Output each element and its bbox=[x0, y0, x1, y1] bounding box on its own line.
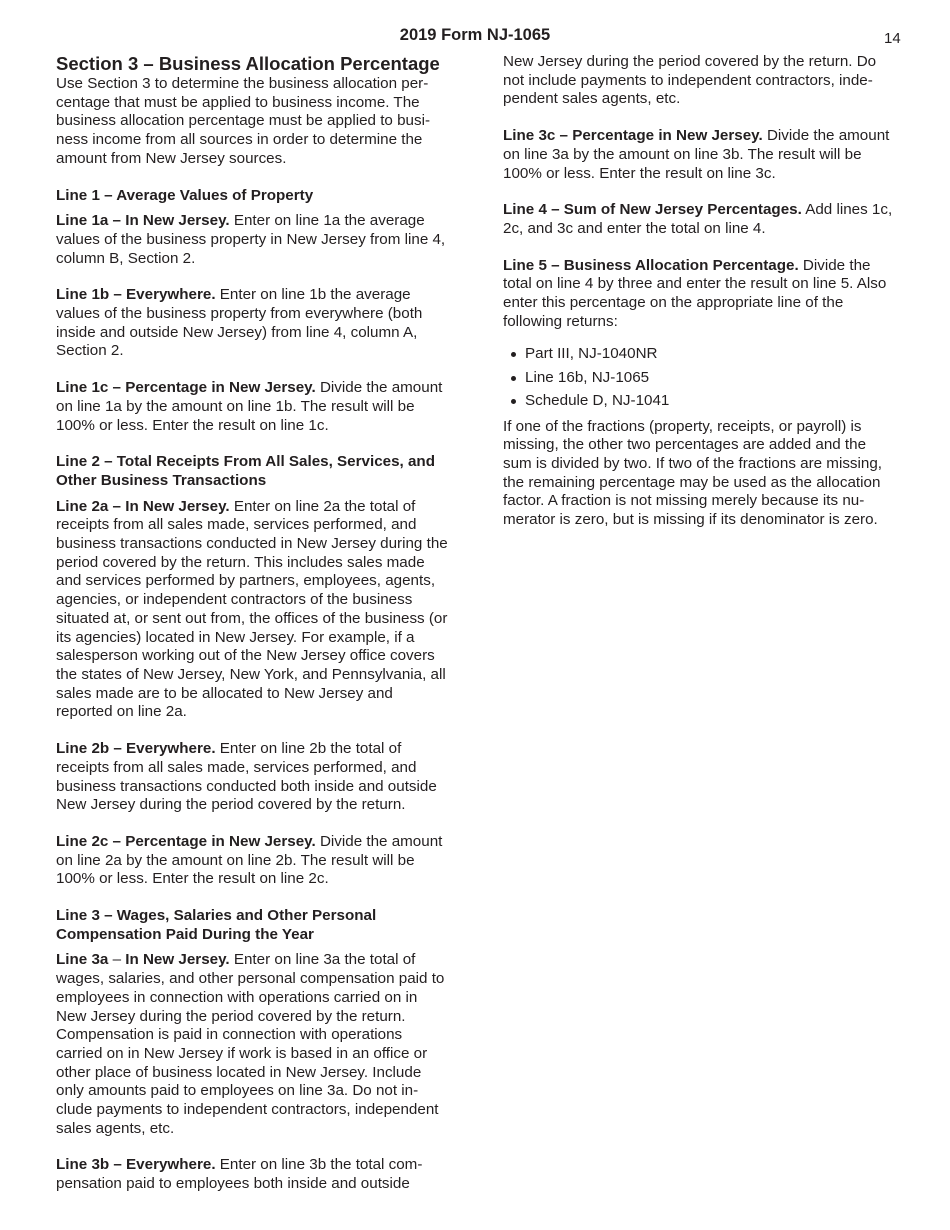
line2b-label: Line 2b – Everywhere. bbox=[56, 740, 216, 758]
line4-label: Line 4 – Sum of New Jersey Percentages. bbox=[503, 201, 802, 219]
line3c-paragraph bbox=[503, 127, 895, 183]
line1-heading: Line 1 – Average Values of Property bbox=[56, 186, 314, 204]
line1a-paragraph bbox=[56, 212, 448, 268]
line3a-label: Line 3a bbox=[56, 951, 109, 969]
list-item: Line 16b, NJ-1065 bbox=[525, 369, 895, 388]
line3b-text: Enter on line 3b the total compensation paid to employees both inside and outside bbox=[56, 1156, 423, 1193]
line5-label: Line 5 – Business Allocation Percentage. bbox=[503, 256, 799, 274]
line1b-paragraph bbox=[56, 286, 448, 361]
line2a-paragraph bbox=[56, 498, 448, 722]
line1c-label: Line 1c – Percentage in New Jersey. bbox=[56, 379, 316, 397]
line3b-paragraph bbox=[56, 1156, 448, 1193]
line3c-label: Line 3c – Percentage in New Jersey. bbox=[503, 127, 763, 145]
line3b-label: Line 3b – Everywhere. bbox=[56, 1156, 216, 1174]
list-item: Schedule D, NJ-1041 bbox=[525, 392, 895, 411]
line2c-label: Line 2c – Percentage in New Jersey. bbox=[56, 832, 316, 850]
line3a-label-tail: In New Jersey. bbox=[125, 951, 230, 969]
line2c-paragraph bbox=[56, 833, 448, 889]
line3a-paragraph bbox=[56, 951, 448, 1138]
line1a-label: Line 1a – In New Jersey. bbox=[56, 212, 230, 230]
missing-fractions-note: If one of the fractions (property, receipts, or payroll) is missing, the other two percentages are added and the sum is divided by two. If two of the fractions are missing, the remaining percentage may be used as the allocation factor. A fraction is not missing merely because its numerator is zero, but is missing if its denominator is zero. bbox=[503, 417, 882, 529]
line2b-text: Enter on line 2b the total of receipts from all sales made, services performed, and business transactions conducted both inside and outside New Jersey during the period covered by the return. bbox=[56, 740, 437, 814]
line2c-text: Divide the amount on line 2a by the amount on line 2b. The result will be 100% or less. Enter the result on line 2c. bbox=[56, 832, 443, 888]
line3a-dash: – bbox=[108, 951, 126, 969]
line5-text: Divide the total on line 4 by three and enter the result on line 5. Also enter this percentage on the appropriate line of the following returns: bbox=[503, 256, 887, 330]
right-column bbox=[503, 53, 895, 530]
line1c-text: Divide the amount on line 1a by the amount on line 1b. The result will be 100% or less. Enter the result on line 1c. bbox=[56, 379, 443, 434]
section-title: Section 3 – Business Allocation Percentage bbox=[56, 53, 440, 74]
line1a-text: Enter on line 1a the average values of the business property in New Jersey from line 4, column B, Section 2. bbox=[56, 212, 446, 267]
line3c-text: Divide the amount on line 3a by the amount on line 3b. The result will be 100% or less. Enter the result on line 3c. bbox=[503, 127, 890, 182]
line2a-text: Enter on line 2a the total of receipts from all sales made, services performed, and business transactions conducted in New Jersey during the period covered by the return. This includes sales made and services performed by partners, employees, agents, agencies, or independent contractors of the business situated at, or sent out from, the offices of the business (or its agencies) located in New Jersey. For example, if a salesperson working out of the New Jersey office covers the states of New Jersey, New York, and Pennsylvania, all sales made are to be allocated to New Jersey and reported on line 2a. bbox=[56, 497, 448, 721]
line3-heading: Line 3 – Wages, Salaries and Other Personal Compensation Paid During the Year bbox=[56, 907, 377, 943]
line4-paragraph bbox=[503, 201, 895, 238]
line1b-text: Enter on line 1b the average values of the business property from everywhere (both inside and outside New Jersey) from line 4, column A, Section 2. bbox=[56, 286, 423, 360]
page-number: 14 bbox=[884, 30, 901, 47]
line2-heading: Line 2 – Total Receipts From All Sales, Services, and Other Business Transactions bbox=[56, 453, 435, 489]
line1c-paragraph bbox=[56, 379, 448, 435]
section-intro: Use Section 3 to determine the business allocation percentage that must be applied to business income. The business allocation percentage must be applied to business income from all sources in order to determine the amount from New Jersey sources. bbox=[56, 75, 431, 167]
left-column bbox=[56, 53, 448, 1194]
list-item: Part III, NJ-1040NR bbox=[525, 345, 895, 364]
line2a-label: Line 2a – In New Jersey. bbox=[56, 497, 230, 515]
returns-list bbox=[503, 345, 895, 410]
line4-text: Add lines 1c, 2c, and 3c and enter the total on line 4. bbox=[503, 201, 893, 237]
page-title: 2019 Form NJ-1065 bbox=[399, 26, 551, 44]
line3b-continued: New Jersey during the period covered by the return. Do not include payments to independent contractors, independent sales agents, etc. bbox=[503, 53, 877, 108]
line1b-label: Line 1b – Everywhere. bbox=[56, 286, 216, 304]
line5-paragraph bbox=[503, 257, 895, 332]
line2b-paragraph bbox=[56, 740, 448, 815]
line3a-text: Enter on line 3a the total of wages, salaries, and other personal compensation paid to employees in connection with operations carried on in New Jersey during the period covered by the return. Compensation is paid in connection with operations carried on in New Jersey if work is based in an office or other place of business located in New Jersey. Include only amounts paid to employees on line 3a. Do not include payments to independent contractors, independent sales agents, etc. bbox=[56, 951, 445, 1137]
